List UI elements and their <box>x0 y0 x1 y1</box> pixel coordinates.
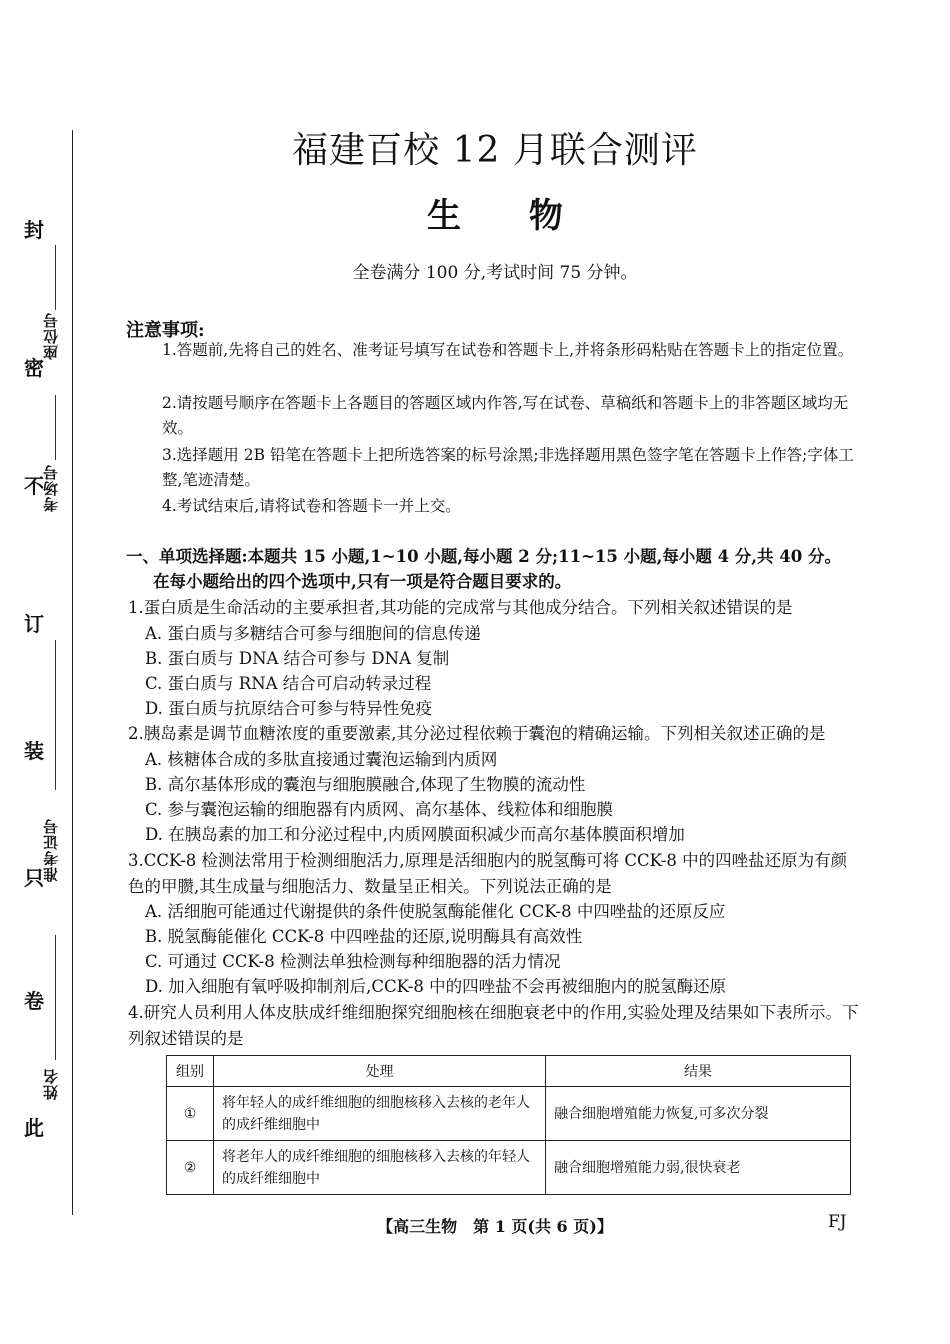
table-header-result: 结果 <box>546 1056 851 1087</box>
binding-char-ding: 订 <box>24 612 44 636</box>
notice-item: 2.请按题号顺序在答题卡上各题目的答题区域内作答,写在试卷、草稿纸和答题卡上的非答题区域均无效。 <box>162 394 849 437</box>
table-header-group: 组别 <box>167 1056 214 1087</box>
subject-title: 生 物 <box>427 196 591 236</box>
table-row <box>167 1141 851 1195</box>
table-cell-result: 融合细胞增殖能力弱,很快衰老 <box>546 1141 851 1195</box>
notice-item: 1.答题前,先将自己的姓名、准考证号填写在试卷和答题卡上,并将条形码粘贴在答题卡上的指定位置。 <box>162 341 854 359</box>
ticket-number-line <box>55 640 56 790</box>
exam-room-label: 考场号 <box>42 464 60 512</box>
table-cell-group: ② <box>167 1141 214 1195</box>
question-1-option-b: B. 蛋白质与 DNA 结合可参与 DNA 复制 <box>145 649 450 668</box>
table-cell-treatment: 将老年人的成纤维细胞的细胞核移入去核的年轻人的成纤维细胞中 <box>214 1141 546 1195</box>
table-cell-result: 融合细胞增殖能力恢复,可多次分裂 <box>546 1087 851 1141</box>
question-3-option-d: D. 加入细胞有氧呼吸抑制剂后,CCK-8 中的四唑盐不会再被细胞内的脱氢酶还原 <box>145 977 727 996</box>
binding-char-zhi: 只 <box>24 866 44 890</box>
question-3-option-a: A. 活细胞可能通过代谢提供的条件使脱氢酶能催化 CCK-8 中四唑盐的还原反应 <box>145 902 726 921</box>
seat-number-label: 座位号 <box>42 312 60 360</box>
binding-line <box>72 130 73 1215</box>
question-2-option-a: A. 核糖体合成的多肽直接通过囊泡运输到内质网 <box>145 750 498 769</box>
ticket-number-label: 准考证号 <box>42 818 60 882</box>
question-3-option-c: C. 可通过 CCK-8 检测法单独检测每种细胞器的活力情况 <box>145 952 561 971</box>
question-2-option-b: B. 高尔基体形成的囊泡与细胞膜融合,体现了生物膜的流动性 <box>145 775 586 794</box>
binding-char-bu: 不 <box>24 474 44 498</box>
table-cell-group: ① <box>167 1087 214 1141</box>
binding-char-mi: 密 <box>24 356 44 380</box>
section-heading: 一、单项选择题:本题共 15 小题,1~10 小题,每小题 2 分;11~15 小题,每小题 4 分,共 40 分。 <box>126 547 842 566</box>
question-1-option-d: D. 蛋白质与抗原结合可参与特异性免疫 <box>145 699 433 718</box>
question-1-stem: 1.蛋白质是生命活动的主要承担者,其功能的完成常与其他成分结合。下列相关叙述错误的是 <box>128 598 793 617</box>
table-header-treatment: 处理 <box>214 1056 546 1087</box>
exam-info: 全卷满分 100 分,考试时间 75 分钟。 <box>352 263 638 283</box>
question-1-option-a: A. 蛋白质与多糖结合可参与细胞间的信息传递 <box>145 624 481 643</box>
table-cell-treatment: 将年轻人的成纤维细胞的细胞核移入去核的老年人的成纤维细胞中 <box>214 1087 546 1141</box>
binding-char-ci: 此 <box>24 1116 44 1140</box>
binding-char-feng: 封 <box>24 218 44 242</box>
notice-title: 注意事项: <box>126 320 205 341</box>
table-row <box>167 1087 851 1141</box>
table-header-row <box>167 1056 851 1087</box>
question-2-stem: 2.胰岛素是调节血糖浓度的重要激素,其分泌过程依赖于囊泡的精确运输。下列相关叙述正确的是 <box>128 724 826 743</box>
binding-char-zhuang: 装 <box>24 739 44 763</box>
page-footer: 【高三生物 第 1 页(共 6 页)】 <box>377 1217 613 1236</box>
notice-item: 4.考试结束后,请将试卷和答题卡一并上交。 <box>162 497 461 515</box>
section-instruction: 在每小题给出的四个选项中,只有一项是符合题目要求的。 <box>153 572 572 591</box>
name-line <box>55 935 56 1060</box>
exam-room-line <box>55 395 56 460</box>
seat-number-line <box>55 245 56 310</box>
exam-title: 福建百校 12 月联合测评 <box>292 130 698 171</box>
question-1-option-c: C. 蛋白质与 RNA 结合可启动转录过程 <box>145 674 432 693</box>
question-2-option-d: D. 在胰岛素的加工和分泌过程中,内质网膜面积减少而高尔基体膜面积增加 <box>145 825 685 844</box>
region-code: FJ <box>828 1212 847 1232</box>
question-2-option-c: C. 参与囊泡运输的细胞器有内质网、高尔基体、线粒体和细胞膜 <box>145 800 614 819</box>
question-3-stem: 3.CCK-8 检测法常用于检测细胞活力,原理是活细胞内的脱氢酶可将 CCK-8 中的四唑盐还原为有颜色的甲臜,其生成量与细胞活力、数量呈正相关。下列说法正确的是 <box>128 851 848 896</box>
notice-item: 3.选择题用 2B 铅笔在答题卡上把所选答案的标号涂黑;非选择题用黑色签字笔在答题卡上作答;字体工整,笔迹清楚。 <box>162 446 854 489</box>
experiment-table <box>166 1055 851 1195</box>
name-label: 姓名 <box>42 1068 60 1100</box>
binding-char-juan: 卷 <box>24 989 44 1013</box>
question-4-stem: 4.研究人员利用人体皮肤成纤维细胞探究细胞核在细胞衰老中的作用,实验处理及结果如下表所示。下列叙述错误的是 <box>128 1003 859 1048</box>
question-3-option-b: B. 脱氢酶能催化 CCK-8 中四唑盐的还原,说明酶具有高效性 <box>145 927 583 946</box>
